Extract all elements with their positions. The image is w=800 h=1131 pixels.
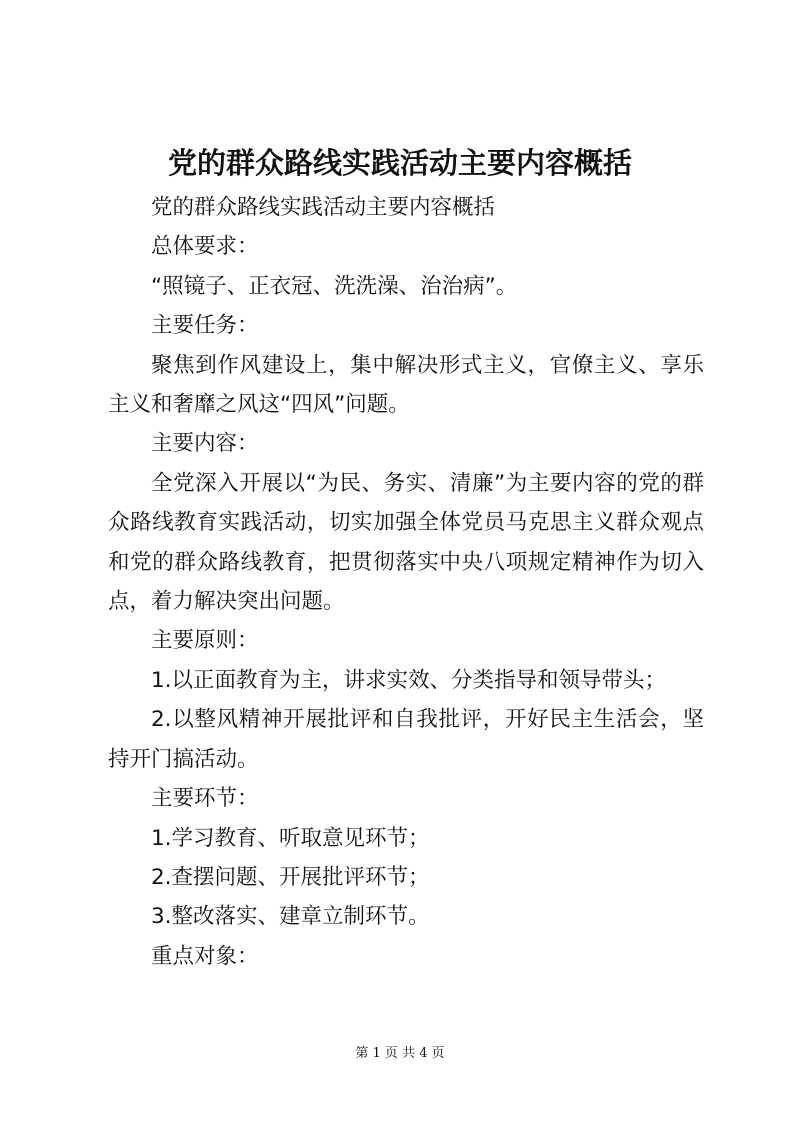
paragraph-main-principles-label: 主要原则：: [151, 628, 259, 654]
paragraph-overall-requirements-label: 总体要求：: [151, 234, 259, 260]
document-body: [108, 188, 704, 976]
paragraph-heading-repeat: 党的群众路线实践活动主要内容概括: [151, 195, 496, 220]
paragraph-overall-requirements: “照镜子、正衣冠、洗洗澡、治治病”。: [151, 273, 518, 299]
paragraph-main-tasks-label: 主要任务：: [151, 313, 259, 339]
paragraph-principle-1: 1.以正面教育为主，讲求实效、分类指导和领导带头；: [151, 667, 667, 693]
paragraph-main-tasks: 聚焦到作风建设上，集中解决形式主义，官僚主义、享乐主义和奢靡之风这“四风”问题。: [108, 352, 704, 418]
document-title: 党的群众路线实践活动主要内容概括: [167, 146, 632, 180]
paragraph-main-content-label: 主要内容：: [151, 431, 259, 457]
page-footer: 第 1 页 共 4 页: [355, 1046, 445, 1061]
paragraph-key-targets-label: 重点对象：: [151, 943, 259, 969]
paragraph-step-1: 1.学习教育、听取意见环节；: [151, 825, 430, 851]
paragraph-principle-2: 2.以整风精神开展批评和自我批评，开好民主生活会，坚持开门搞活动。: [108, 707, 704, 772]
paragraph-step-3: 3.整改落实、建章立制环节。: [151, 904, 430, 930]
paragraph-main-steps-label: 主要环节：: [151, 786, 259, 812]
paragraph-main-content: 全党深入开展以“为民、务实、清廉”为主要内容的党的群众路线教育实践活动，切实加强全体党员马克思主义群众观点和党的群众路线教育，把贯彻落实中央八项规定精神作为切入点，着力解决突出问题。: [108, 470, 704, 615]
paragraph-step-2: 2.查摆问题、开展批评环节；: [151, 864, 430, 890]
